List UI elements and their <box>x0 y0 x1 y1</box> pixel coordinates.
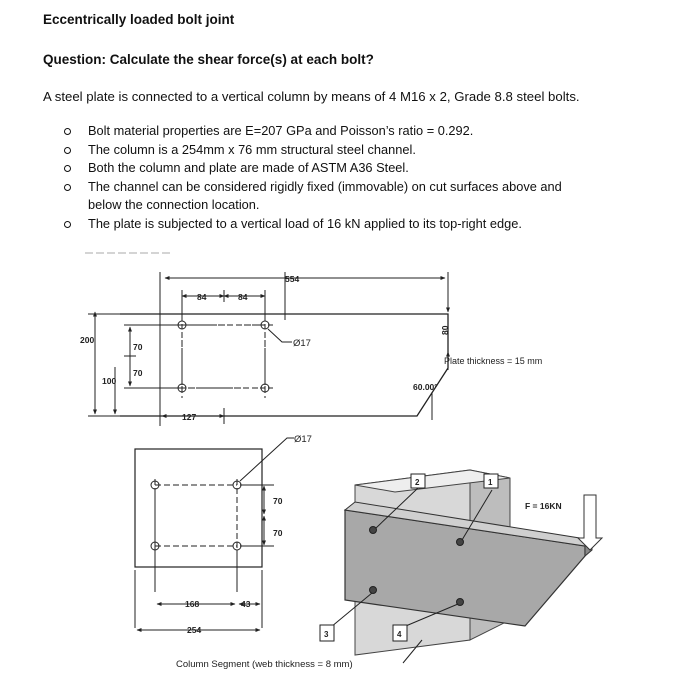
dim-254: 254 <box>187 625 202 635</box>
dim-168: 168 <box>185 599 200 609</box>
dim-84b: 84 <box>238 292 248 302</box>
dim-127: 127 <box>182 412 197 422</box>
iso-view <box>320 470 602 663</box>
dim-70a-bottom: 70 <box>273 496 283 506</box>
force-label: F = 16KN <box>525 501 562 511</box>
dim-80: 80 <box>440 325 450 335</box>
dim-70b: 70 <box>133 368 143 378</box>
bullet-item: The plate is subjected to a vertical load of 16 kN applied to its top-right edge. <box>62 215 562 234</box>
column-caption: Column Segment (web thickness = 8 mm) <box>176 659 353 670</box>
plate-thickness: Plate thickness = 15 mm <box>444 356 543 366</box>
bolt-label-2: 2 <box>415 478 420 487</box>
hole-dia-top: Ø17 <box>293 338 311 349</box>
bullet-item: Both the column and plate are made of ASTM A36 Steel. <box>62 159 562 178</box>
bolt-label-4: 4 <box>397 630 402 639</box>
bullet-continuation: below the connection location. <box>88 197 260 212</box>
dim-43: 43 <box>241 599 251 609</box>
dim-70b-bottom: 70 <box>273 528 283 538</box>
angle-label: 60.00° <box>413 382 438 392</box>
dim-554: 554 <box>285 274 300 284</box>
dim-84a: 84 <box>197 292 207 302</box>
bullet-item: Bolt material properties are E=207 GPa and Poisson’s ratio = 0.292. <box>62 122 562 141</box>
dim-70a: 70 <box>133 342 143 352</box>
dim-100: 100 <box>102 376 117 386</box>
bullet-item: The channel can be considered rigidly fixed (immovable) on cut surfaces above and <box>62 178 562 197</box>
intro-paragraph: A steel plate is connected to a vertical column by means of 4 M16 x 2, Grade 8.8 steel bolts. <box>43 89 580 104</box>
dim-200: 200 <box>80 335 95 345</box>
bottom-drawing <box>135 438 294 630</box>
bolt-label-3: 3 <box>324 630 329 639</box>
bullet-item: The column is a 254mm x 76 mm structural steel channel. <box>62 141 562 160</box>
question-heading: Question: Calculate the shear force(s) at each bolt? <box>43 52 374 67</box>
document-title: Eccentrically loaded bolt joint <box>43 12 235 27</box>
hole-dia-bottom: Ø17 <box>294 434 312 445</box>
bolt-label-1: 1 <box>488 478 493 487</box>
